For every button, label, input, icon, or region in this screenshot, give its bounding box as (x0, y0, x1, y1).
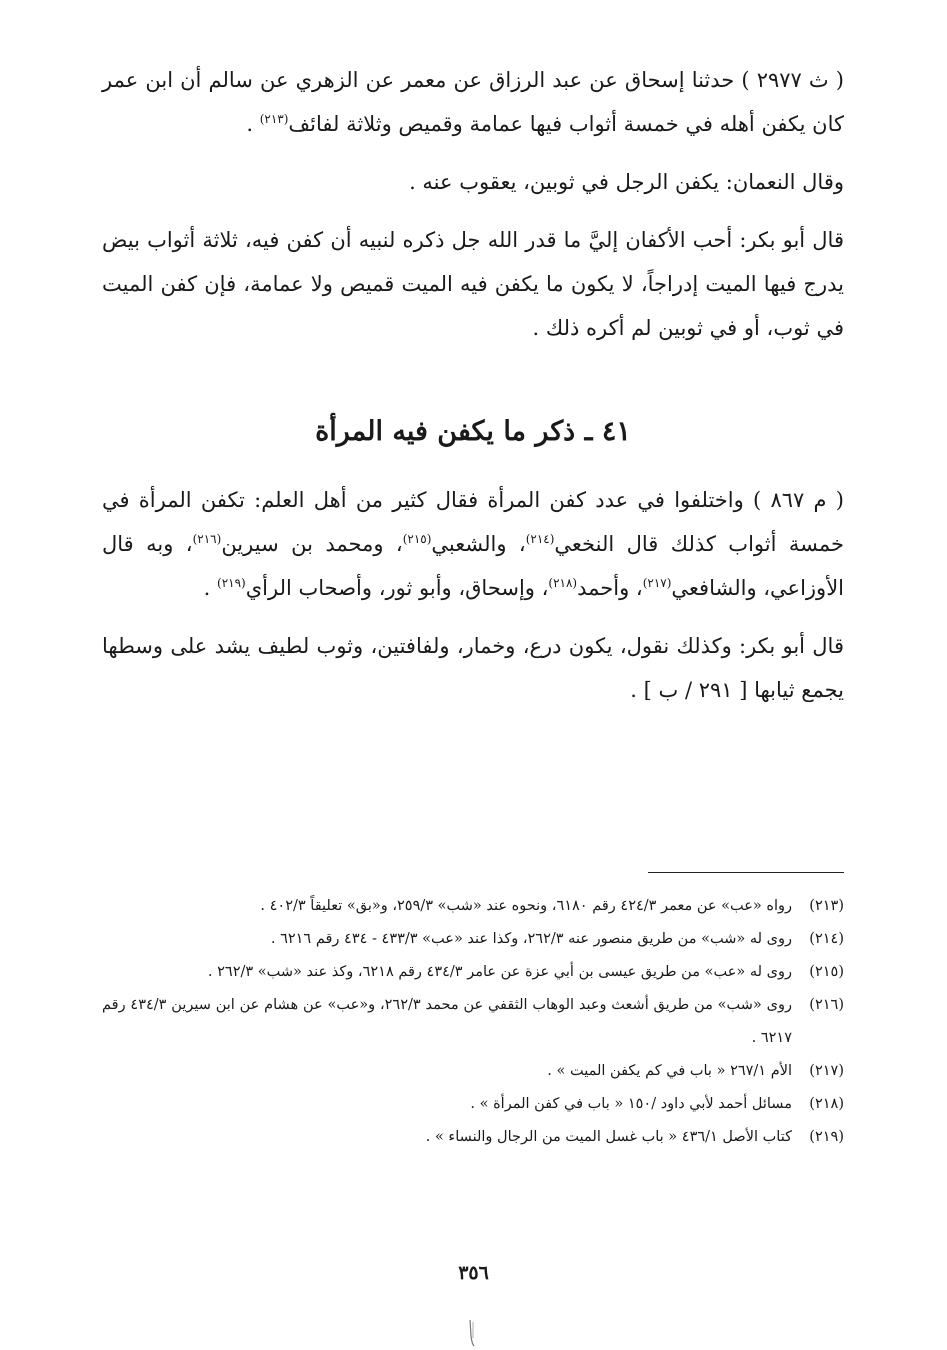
paragraph-segment: ، وبه قال الأوزاعي، والشافعي (102, 532, 844, 600)
footnote-ref-214[interactable]: (٢١٤) (525, 532, 555, 546)
paragraph-masala-867 (102, 478, 844, 610)
footnote-ref-216[interactable]: (٢١٦) (192, 532, 222, 546)
footnote-number: (٢١٩) (809, 1129, 844, 1145)
paragraph-segment: ، ومحمد بن سيرين (221, 532, 403, 556)
footnote-ref-217[interactable]: (٢١٧) (642, 576, 672, 590)
footnote-218 (102, 1088, 844, 1121)
paragraph-segment: ، وأحمد (577, 576, 643, 600)
footnote-ref-213[interactable]: (٢١٣) (259, 112, 289, 126)
page-number: ٣٥٦ (458, 1262, 489, 1284)
footnote-text: روى له «عب» من طريق عيسى بن أبي عزة عن عامر ٤٣٤/٣ رقم ٦٢١٨، وكذ عند «شب» ٢٦٢/٣ . (207, 964, 792, 980)
paragraph-numan: وقال النعمان: يكفن الرجل في ثوبين، يعقوب عنه . (409, 170, 844, 194)
footnote-text: كتاب الأصل ٤٣٦/١ « باب غسل الميت من الرجال والنساء » . (425, 1129, 792, 1145)
section-title: ٤١ ـ ذكر ما يكفن فيه المرأة (315, 416, 631, 447)
footnote-ref-215[interactable]: (٢١٥) (402, 532, 432, 546)
footnote-text: روى له «شب» من طريق منصور عنه ٢٦٢/٣، وكذا عند «عب» ٤٣٣/٣ - ٤٣٤ رقم ٦٢١٦ . (270, 931, 792, 947)
paragraph-athar-2977 (102, 58, 844, 146)
footnotes (102, 890, 844, 1154)
footnote-number: (٢١٥) (809, 964, 844, 980)
footnote-number: (٢١٤) (809, 931, 844, 947)
footnote-ref-218[interactable]: (٢١٨) (548, 576, 578, 590)
footnote-215 (102, 956, 844, 989)
paragraph-segment: ( م ٨٦٧ ) واختلفوا في عدد كفن المرأة فقال كثير من أهل العلم: تكفن المرأة في خمسة أثواب كذلك قال النخعي (102, 488, 845, 556)
footnote-divider (648, 872, 844, 873)
paragraph-segment: ، وإسحاق، وأبو ثور، وأصحاب الرأي (245, 576, 549, 600)
footnote-text: مسائل أحمد لأبي داود /١٥٠ « باب في كفن المرأة » . (470, 1096, 792, 1112)
footnote-text: رواه «عب» عن معمر ٤٢٤/٣ رقم ٦١٨٠، ونحوه عند «شب» ٢٥٩/٣، و«بق» تعليقاً ٤٠٢/٣ . (260, 898, 792, 914)
footnote-text: الأم ٢٦٧/١ « باب في كم يكفن الميت » . (547, 1063, 792, 1079)
footnote-217 (102, 1055, 844, 1088)
footnote-219 (102, 1121, 844, 1154)
footnote-number: (٢١٣) (809, 898, 844, 914)
paragraph-text: ( ث ٢٩٧٧ ) حدثنا إسحاق عن عبد الرزاق عن معمر عن الزهري عن سالم أن ابن عمر كان يكفن أهله في خمسة أثواب فيها عمامة وقميص وثلاثة لفائف (102, 68, 844, 136)
main-text (102, 58, 844, 712)
footnote-ref-219[interactable]: (٢١٩) (217, 576, 246, 590)
scan-mark-icon (465, 1318, 479, 1348)
paragraph-tail: . (246, 112, 260, 136)
footnote-number: (٢١٦) (809, 997, 844, 1013)
paragraph-segment: ، والشعبي (431, 532, 526, 556)
paragraph-abu-bakr-1: قال أبو بكر: أحب الأكفان إليَّ ما قدر الله جل ذكره لنبيه أن كفن فيه، ثلاثة أثواب بيض يدرج فيها الميت إدراجاً، لا يكون ما يكفن فيه الميت قميص ولا عمامة، فإن كفن الميت في ثوب، أو في ثوبين لم أكره ذلك . (102, 228, 844, 340)
footnote-216 (102, 989, 844, 1055)
footnote-213 (102, 890, 844, 923)
footnote-number: (٢١٨) (809, 1096, 844, 1112)
footnote-text: روى «شب» من طريق أشعث وعبد الوهاب الثقفي عن محمد ٢٦٢/٣، و«عب» عن هشام عن ابن سيرين ٤٣٤/٣ رقم ٦٢١٧ . (102, 997, 792, 1046)
footnote-214 (102, 923, 844, 956)
paragraph-segment: . (203, 576, 218, 600)
paragraph-abu-bakr-2: قال أبو بكر: وكذلك نقول، يكون درع، وخمار، ولفافتين، وثوب لطيف يشد على وسطها يجمع ثيابها [ ٢٩١ / ب ] . (102, 634, 844, 702)
footnote-number: (٢١٧) (809, 1063, 844, 1079)
